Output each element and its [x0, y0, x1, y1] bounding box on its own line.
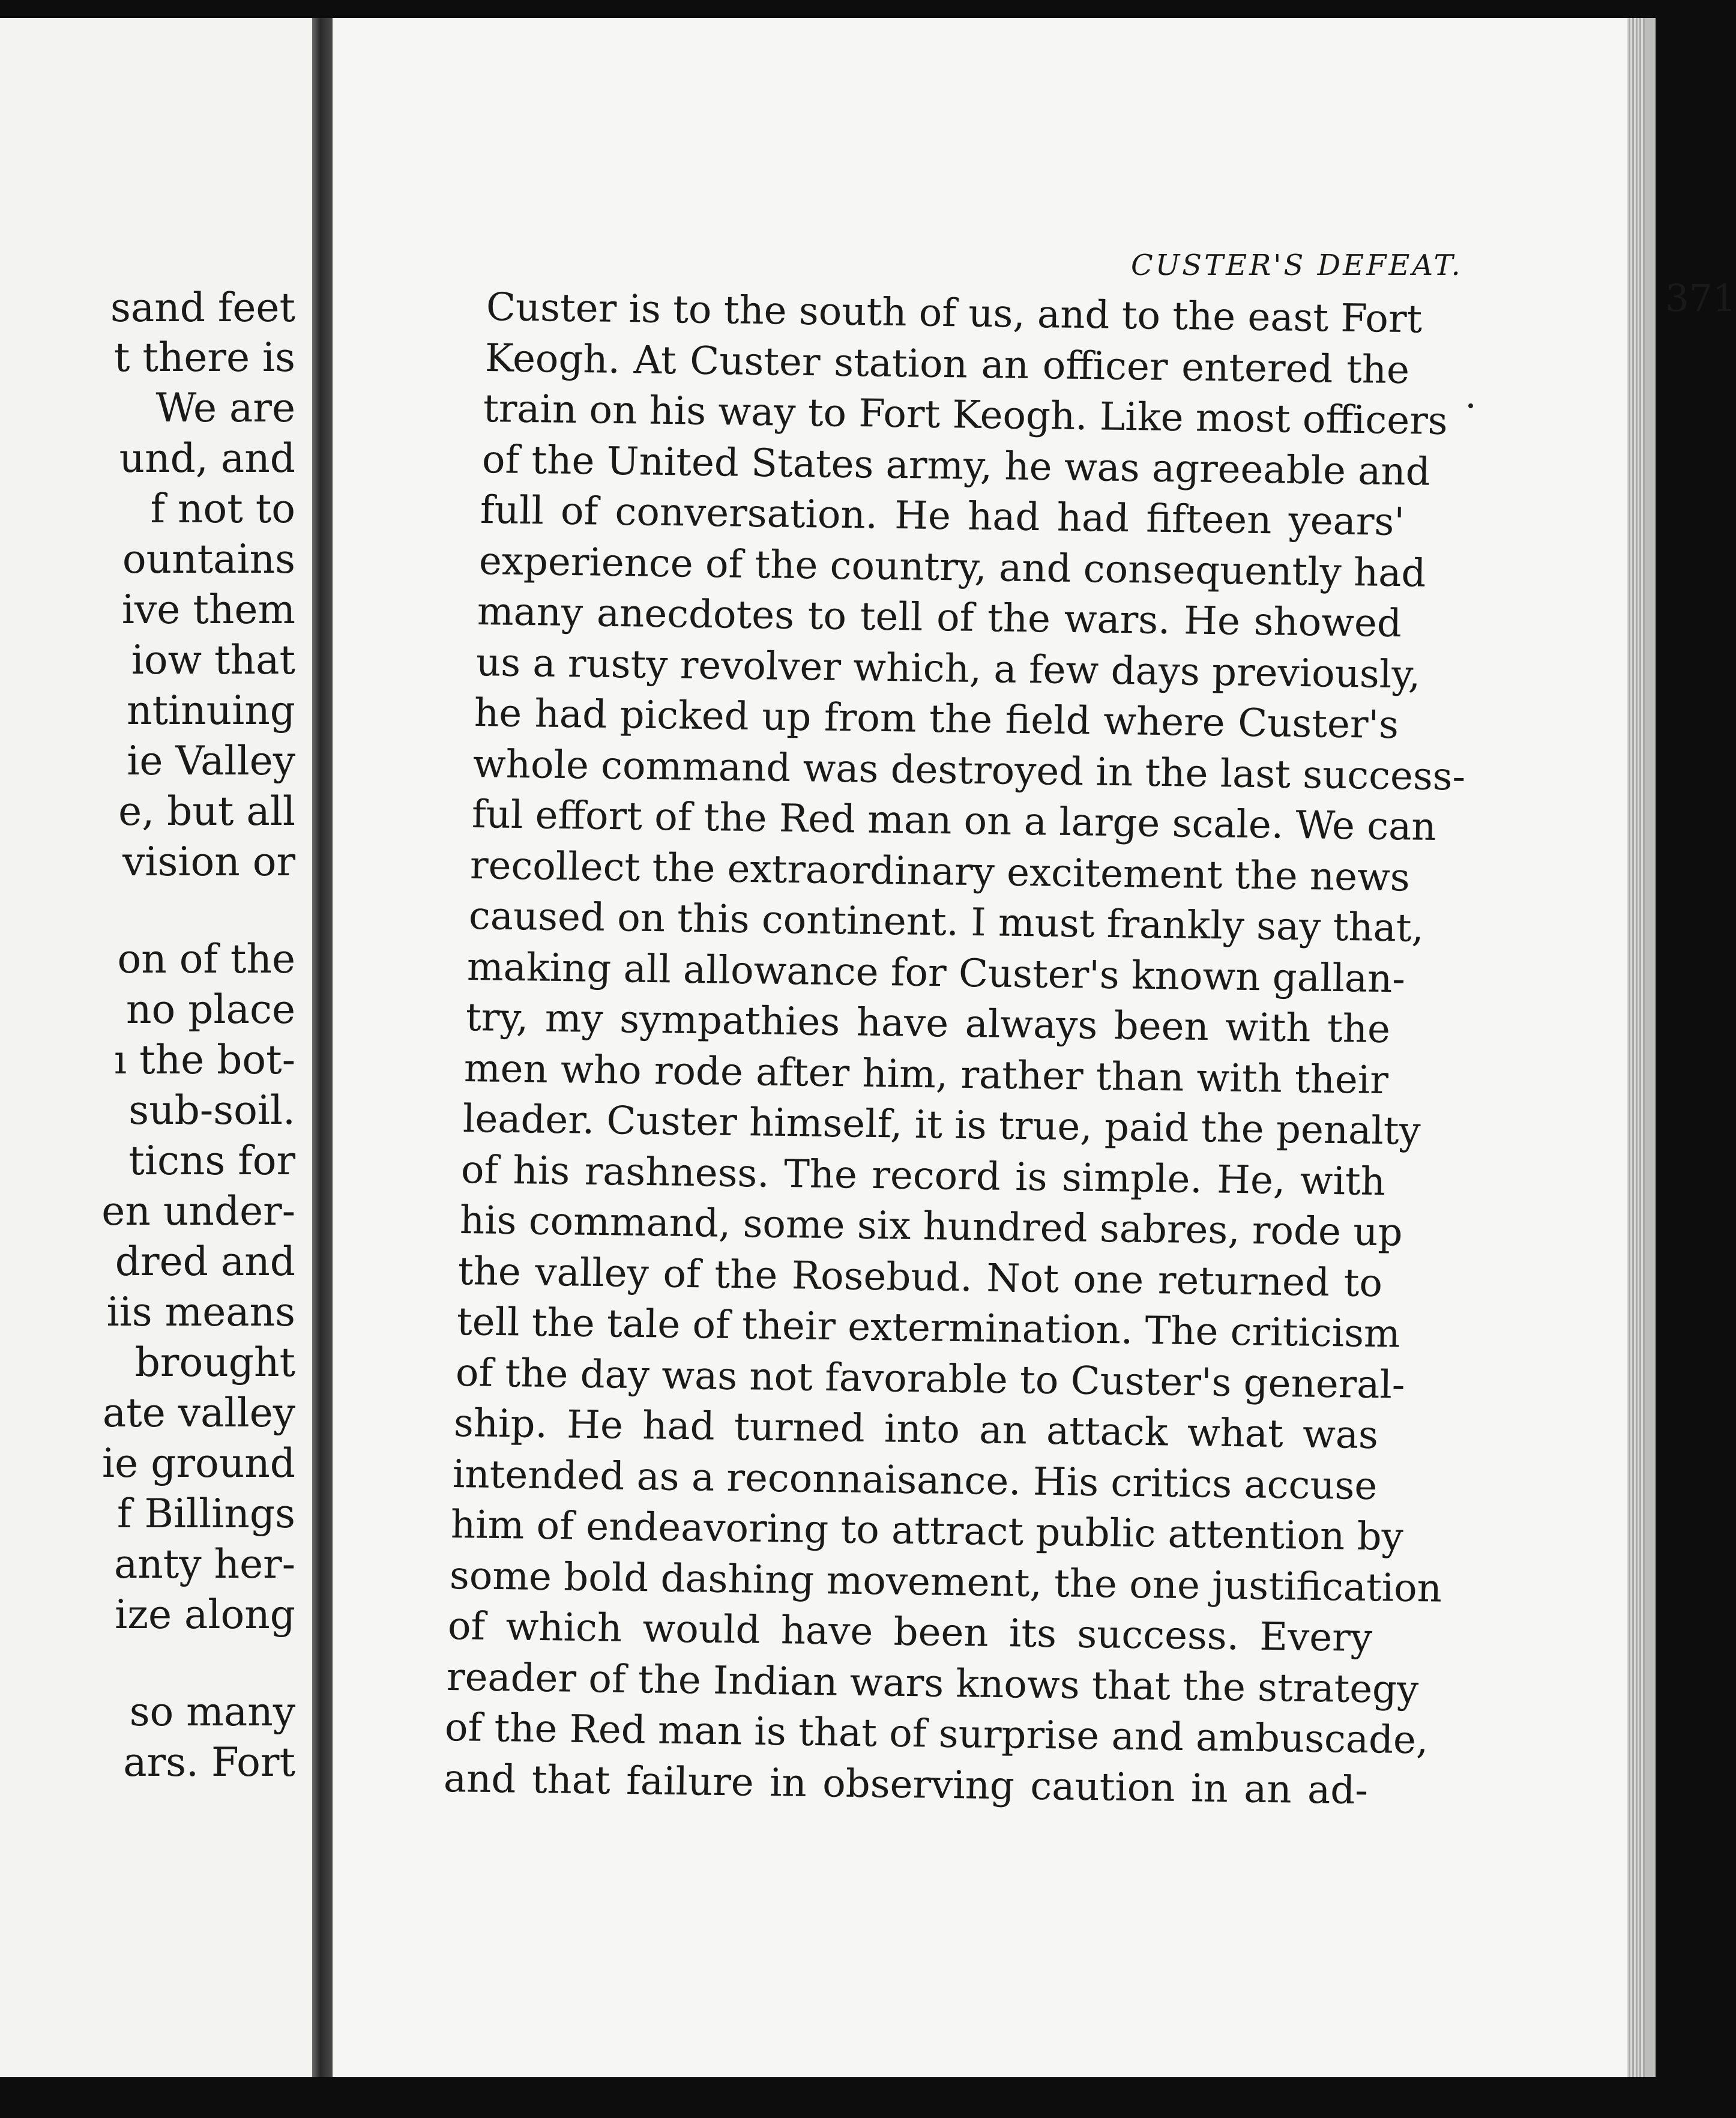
- left-text-line: ize along: [115, 1592, 295, 1638]
- body-text-line: the valley of the Rosebud. Not one returned to: [457, 1249, 1383, 1306]
- left-text-line: so many: [129, 1689, 295, 1735]
- body-text-line: tell the tale of their extermination. The criticism: [456, 1300, 1401, 1357]
- left-text-line: ive them: [121, 587, 295, 633]
- body-text-line: leader. Custer himself, it is true, paid the penalty: [462, 1097, 1421, 1154]
- body-text-line: ship. He had turned into an attack what was: [453, 1401, 1379, 1458]
- left-text-line: iis means: [106, 1289, 295, 1335]
- body-text-line: ful effort of the Red man on a large scale. We can: [471, 792, 1436, 850]
- body-text-line: full of conversation. He had had fifteen years': [480, 488, 1405, 545]
- left-text-line: brought: [134, 1339, 295, 1386]
- page-number: 371: [1665, 276, 1736, 320]
- left-text-line: f not to: [150, 486, 295, 532]
- ink-speck: [1468, 403, 1473, 408]
- left-text-line: ticns for: [128, 1138, 295, 1184]
- left-text-line: on of the: [117, 936, 295, 982]
- body-text-line: whole command was destroyed in the last success-: [472, 741, 1466, 800]
- left-text-line: no place: [126, 986, 295, 1033]
- left-text-line: ı the bot-: [114, 1037, 295, 1083]
- body-text-line: caused on this continent. I must frankly say that,: [468, 894, 1424, 951]
- body-text-line: his command, some six hundred sabres, rode up: [459, 1198, 1403, 1255]
- body-text-line: of the Red man is that of surprise and ambuscade,: [444, 1706, 1429, 1763]
- body-text-line: Custer is to the south of us, and to the east Fort: [486, 285, 1423, 342]
- body-text-line: try, my sympathies have always been with the: [465, 995, 1391, 1052]
- left-text-line: ars. Fort: [123, 1739, 295, 1785]
- page-edge-stack: [1627, 18, 1645, 2077]
- running-head: CUSTER'S DEFEAT.: [1131, 249, 1463, 282]
- left-text-line: sand feet: [110, 285, 295, 331]
- body-text-line: and that failure in observing caution in an ad-: [443, 1756, 1369, 1813]
- left-text-line: ntinuing: [126, 687, 295, 734]
- body-text-line: recollect the extraordinary excitement the news: [469, 843, 1411, 900]
- body-text-line: him of endeavoring to attract public attention by: [450, 1503, 1404, 1560]
- body-text-line: experience of the country, and consequently had: [478, 539, 1426, 596]
- body-text-line: train on his way to Fort Keogh. Like most officers: [483, 387, 1448, 444]
- left-text-line: ie ground: [102, 1440, 295, 1486]
- left-text-line: dred and: [115, 1239, 295, 1285]
- left-text-line: en under-: [101, 1188, 295, 1234]
- body-text-line: making all allowance for Custer's known gallan-: [466, 944, 1406, 1001]
- right-page: [333, 18, 1736, 2077]
- body-text-line: of the day was not favorable to Custer's general-: [455, 1350, 1405, 1408]
- left-text-line: e, but all: [118, 788, 295, 834]
- body-text-line: of which would have been its success. Every: [447, 1604, 1373, 1661]
- left-text-line: und, and: [119, 435, 295, 481]
- body-text-line: of his rashness. The record is simple. He, with: [460, 1147, 1386, 1204]
- book-gutter: [312, 18, 333, 2077]
- body-text-line: intended as a reconnaisance. His critics accuse: [452, 1452, 1378, 1509]
- body-text-line: some bold dashing movement, the one justification: [449, 1553, 1442, 1611]
- body-text-line: Keogh. At Custer station an officer entered the: [484, 336, 1409, 393]
- left-text-line: We are: [155, 385, 295, 431]
- left-text-line: ie Valley: [127, 738, 295, 784]
- body-text-line: of the United States army, he was agreeable and: [481, 437, 1430, 495]
- left-text-line: iow that: [131, 637, 295, 683]
- left-text-line: sub-soil.: [128, 1087, 295, 1133]
- left-text-line: ate valley: [102, 1390, 295, 1436]
- left-page: [0, 18, 316, 2077]
- left-text-line: t there is: [113, 334, 295, 381]
- left-text-line: f Billings: [117, 1491, 295, 1537]
- left-text-line: ountains: [122, 536, 295, 582]
- body-text-line: us a rusty revolver which, a few days previously,: [475, 640, 1421, 698]
- body-text-line: reader of the Indian wars knows that the strategy: [446, 1655, 1419, 1712]
- body-text-line: men who rode after him, rather than with their: [463, 1046, 1389, 1103]
- left-text-line: vision or: [122, 839, 295, 885]
- left-text-line: anty her-: [113, 1541, 295, 1587]
- body-text-line: many anecdotes to tell of the wars. He showed: [477, 590, 1402, 647]
- body-text-line: he had picked up from the field where Custer's: [474, 691, 1399, 748]
